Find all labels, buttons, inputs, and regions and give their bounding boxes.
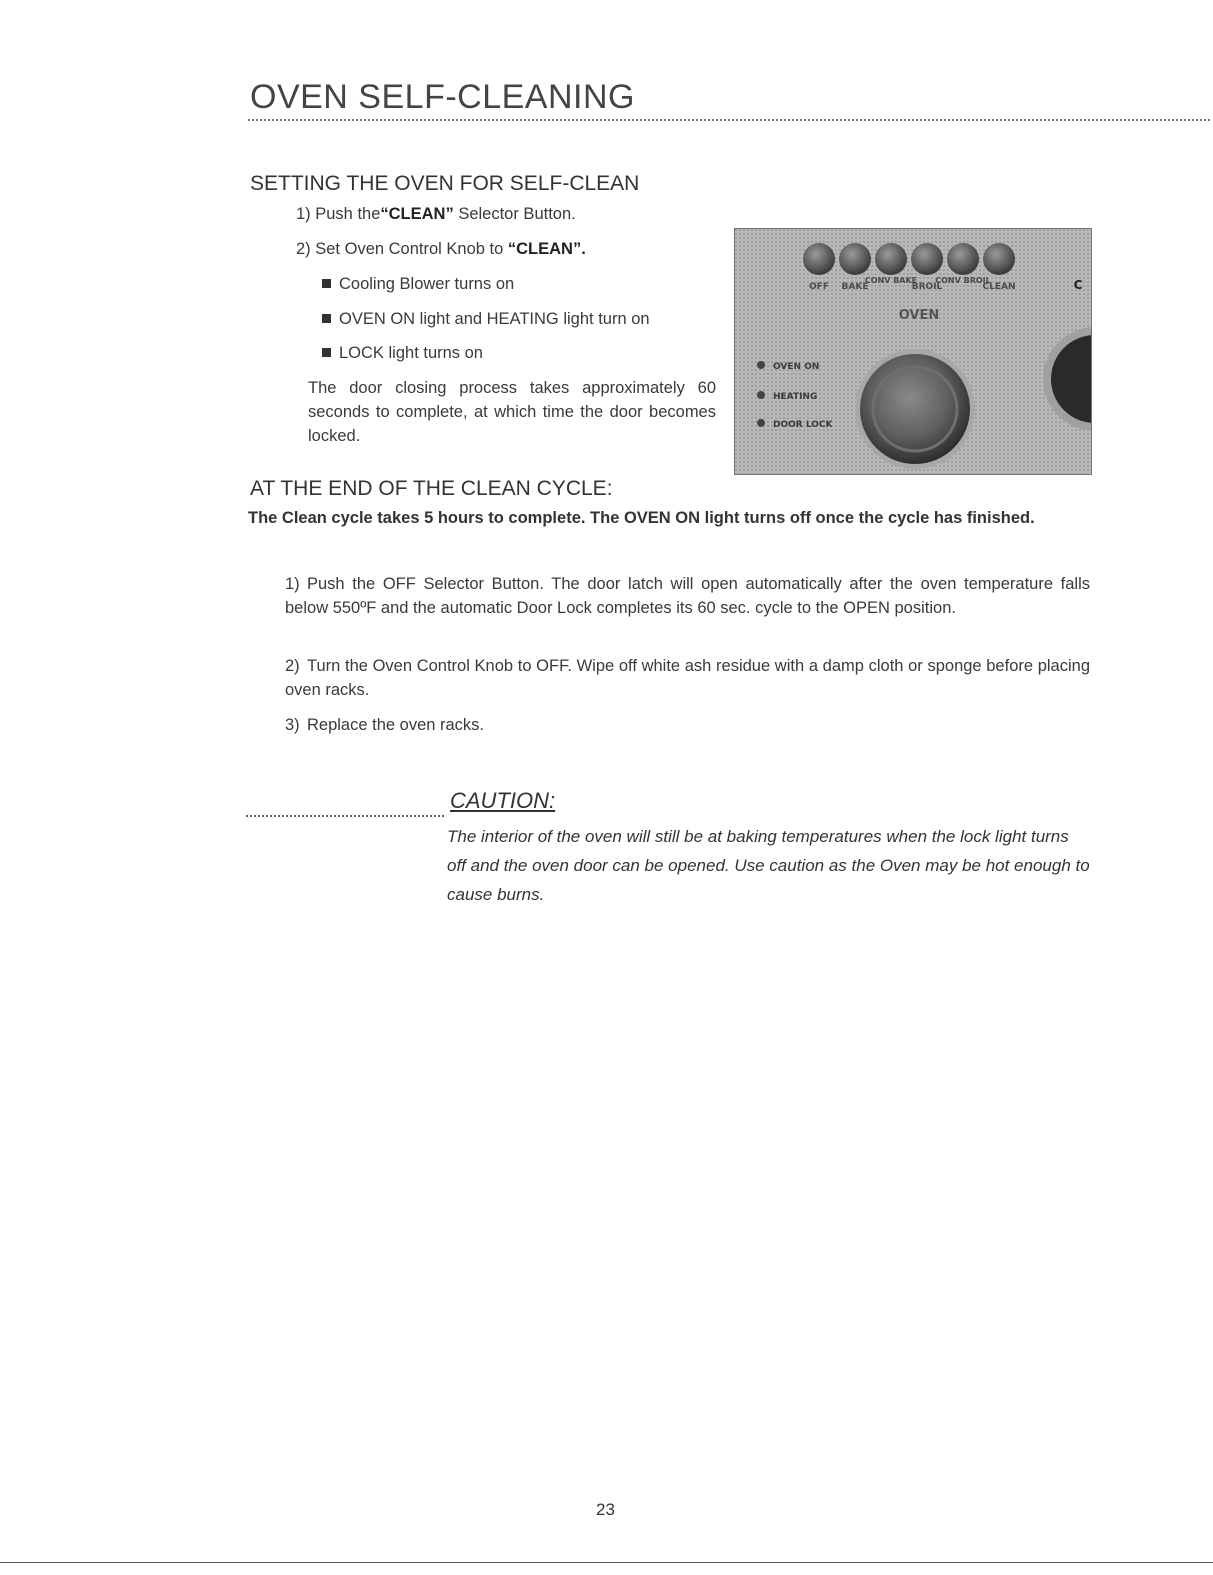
button-label-off: OFF: [809, 282, 829, 292]
door-lock-light-icon: [757, 419, 765, 427]
end-step-2: 2) Turn the Oven Control Knob to OFF. Wipe off white ash residue with a damp cloth or sponge before placing oven racks.: [285, 657, 1090, 699]
title-underline: [248, 119, 1210, 121]
heating-light-icon: [757, 391, 765, 399]
button-label-conv-broil: CONV BROIL: [935, 276, 991, 285]
control-panel-illustration: [735, 229, 1091, 474]
step-1-bold: “CLEAN”: [380, 205, 454, 223]
square-bullet-icon: [322, 279, 331, 288]
end-step-1: 1) Push the OFF Selector Button. The door latch will open automatically after the oven temperature falls below 550ºF and the automatic Door Lock completes its 60 sec. cycle to the OPEN position.: [285, 575, 1090, 617]
setting-step-1: [296, 202, 576, 226]
end-cycle-note: The Clean cycle takes 5 hours to complete. The OVEN ON light turns off once the cycle has finished.: [248, 509, 1035, 527]
bake-button-icon: [839, 243, 871, 275]
button-label-conv-bake: CONV BAKE: [864, 276, 918, 285]
setting-heading: SETTING THE OVEN FOR SELF-CLEAN: [250, 172, 640, 195]
caution-title: CAUTION:: [450, 788, 556, 813]
oven-control-knob-icon: [860, 354, 970, 464]
indicator-label-door-lock: DOOR LOCK: [773, 420, 833, 430]
step-1-prefix: 1) Push the: [296, 205, 381, 223]
clean-button-icon: [983, 243, 1015, 275]
button-label-broil: BROIL: [911, 282, 943, 292]
off-button-icon: [803, 243, 835, 275]
edge-letter: C: [1073, 278, 1083, 292]
page-number: 23: [596, 1500, 615, 1519]
square-bullet-icon: [322, 348, 331, 357]
oven-on-light-icon: [757, 361, 765, 369]
step-1-suffix: Selector Button.: [453, 205, 576, 223]
indicator-label-oven-on: OVEN ON: [773, 362, 820, 372]
door-closing-paragraph: The door closing process takes approximately 60 seconds to complete, at which time the door becomes locked.: [308, 379, 716, 445]
indicator-label-heating: HEATING: [773, 392, 818, 402]
setting-step-2: [296, 237, 586, 261]
step-2-prefix: 2) Set Oven Control Knob to: [296, 240, 504, 258]
broil-button-icon: [911, 243, 943, 275]
bullet-item: OVEN ON light and HEATING light turn on: [322, 307, 650, 331]
button-label-bake: BAKE: [841, 282, 869, 292]
square-bullet-icon: [322, 314, 331, 323]
bullet-item: LOCK light turns on: [322, 341, 483, 365]
bullet-item: Cooling Blower turns on: [322, 272, 514, 296]
end-step-3: 3) Replace the oven racks.: [285, 716, 485, 734]
panel-label-oven: OVEN: [898, 308, 940, 323]
footer-rule: [0, 1562, 1213, 1563]
caution-rule: [246, 815, 444, 817]
caution-body: The interior of the oven will still be at baking temperatures when the lock light turns off and the oven door can be opened. Use caution as the Oven may be hot enough to cause burns.: [447, 827, 1090, 904]
conv-bake-button-icon: [875, 243, 907, 275]
page-title: OVEN SELF-CLEANING: [250, 78, 635, 116]
conv-broil-button-icon: [947, 243, 979, 275]
control-panel-photo: [734, 228, 1092, 475]
button-label-clean: CLEAN: [982, 282, 1016, 292]
end-cycle-heading: AT THE END OF THE CLEAN CYCLE:: [250, 477, 613, 500]
step-2-bold: “CLEAN”.: [507, 240, 586, 258]
